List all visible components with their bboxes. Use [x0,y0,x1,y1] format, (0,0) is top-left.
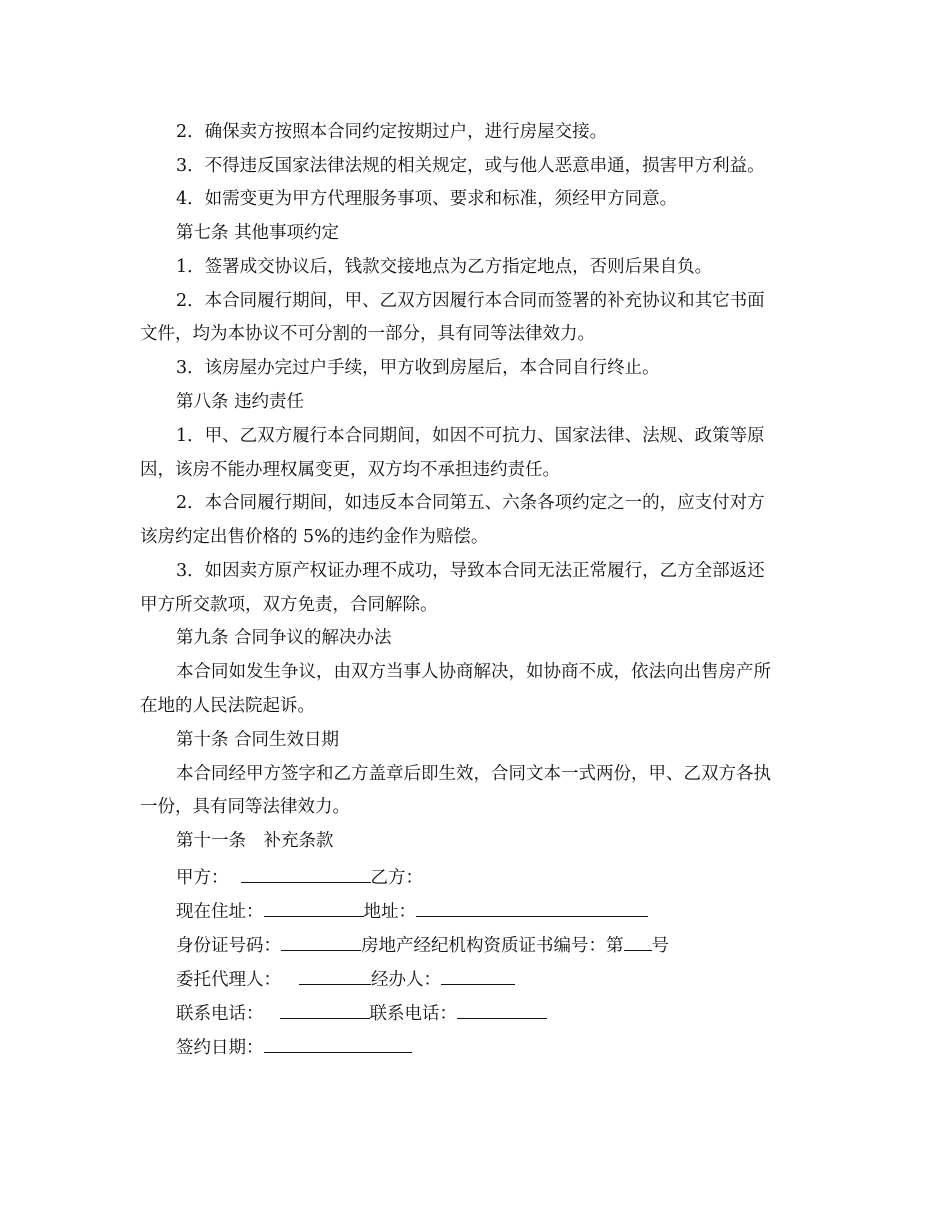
clause-8-item-1-line1: 1．甲、乙双方履行本合同期间，如因不可抗力、国家法律、法规、政策等原 [176,426,765,446]
clause-8-item-1-line2: 因，该房不能办理权属变更，双方均不承担违约责任。 [140,460,560,480]
party-a-label: 甲方： [176,868,229,888]
clause-7-heading: 第七条 其他事项约定 [176,223,340,243]
clause-7-item-1: 1．签署成交协议后，钱款交接地点为乙方指定地点，否则后果自负。 [176,257,713,277]
agent-blank[interactable] [299,967,371,985]
handler-label: 经办人： [371,970,441,990]
clause-8-item-3-line1: 3．如因卖方原产权证办理不成功，导致本合同无法正常履行，乙方全部返还 [176,561,765,581]
clause-10-line2: 一份，具有同等法律效力。 [140,797,350,817]
party-b-label: 乙方： [370,868,423,888]
phone-b-blank[interactable] [457,1001,547,1019]
clause-9-line2: 在地的人民法院起诉。 [140,696,315,716]
cert-number-label: 房地产经纪机构资质证书编号：第 [361,936,624,956]
signature-row-agent [176,967,851,990]
agent-label: 委托代理人： [176,970,281,990]
clause-6-item-3: 3．不得违反国家法律法规的相关规定，或与他人恶意串通，损害甲方利益。 [176,156,765,176]
signature-row-parties [176,865,851,888]
phone-a-blank[interactable] [280,1001,370,1019]
current-address-blank[interactable] [264,899,364,917]
clause-8-item-3-line2: 甲方所交款项，双方免责，合同解除。 [140,595,438,615]
id-number-blank[interactable] [281,933,361,951]
phone-b-label: 联系电话： [369,1004,457,1024]
clause-11-heading: 第十一条 补充条款 [176,831,334,851]
clause-10-heading: 第十条 合同生效日期 [176,730,340,750]
clause-7-item-2-line1: 2．本合同履行期间，甲、乙双方因履行本合同而签署的补充协议和其它书面 [176,291,765,311]
clause-10-line1: 本合同经甲方签字和乙方盖章后即生效，合同文本一式两份，甲、乙双方各执 [176,764,771,784]
sign-date-label: 签约日期： [176,1038,264,1058]
party-a-blank[interactable] [241,865,371,883]
clause-8-item-2-line1: 2．本合同履行期间，如违反本合同第五、六条各项约定之一的，应支付对方 [176,493,765,513]
sign-date-blank[interactable] [264,1035,412,1053]
handler-blank[interactable] [441,967,515,985]
signature-row-phone [176,1001,851,1024]
clause-6-item-4: 4．如需变更为甲方代理服务事项、要求和标准，须经甲方同意。 [176,189,678,209]
address-label: 地址： [363,902,416,922]
clause-9-line1: 本合同如发生争议，由双方当事人协商解决，如协商不成，依法向出售房产所 [176,662,771,682]
phone-a-label: 联系电话： [176,1004,264,1024]
signature-row-id [176,933,851,956]
address-blank[interactable] [416,899,648,917]
clause-8-heading: 第八条 违约责任 [176,392,305,412]
signature-row-address [176,899,851,922]
cert-number-blank[interactable] [624,933,652,951]
id-number-label: 身份证号码： [176,936,281,956]
signature-row-date [176,1035,851,1058]
clause-7-item-2-line2: 文件，均为本协议不可分割的一部分，具有同等法律效力。 [140,324,595,344]
clause-6-item-2: 2．确保卖方按照本合同约定按期过户，进行房屋交接。 [176,122,608,142]
clause-8-item-2-line2: 该房约定出售价格的 5%的违约金作为赔偿。 [140,527,489,547]
clause-7-item-3: 3．该房屋办完过户手续，甲方收到房屋后，本合同自行终止。 [176,358,660,378]
cert-number-suffix: 号 [651,936,669,956]
current-address-label: 现在住址： [176,902,264,922]
clause-9-heading: 第九条 合同争议的解决办法 [176,628,392,648]
